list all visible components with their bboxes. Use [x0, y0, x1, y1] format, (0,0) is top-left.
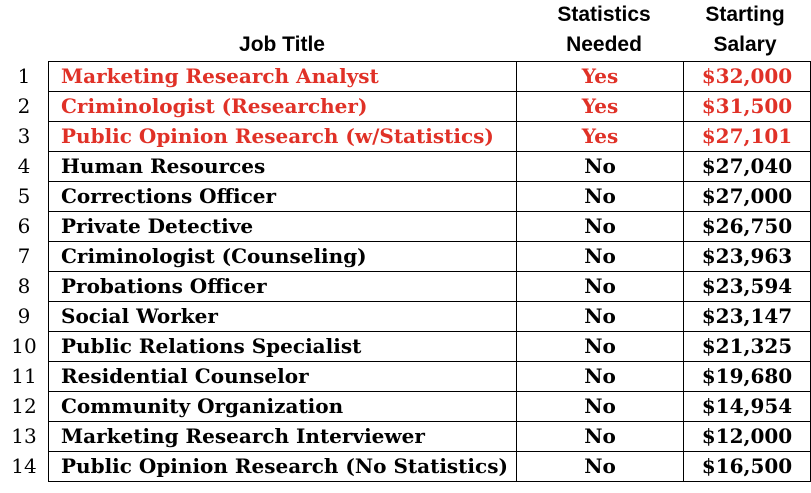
row-number: 11: [11, 364, 37, 388]
job-title-cell: Criminologist (Counseling): [49, 242, 517, 272]
statistics-needed-cell: No: [517, 332, 684, 362]
job-title-cell: Marketing Research Analyst: [49, 62, 517, 92]
job-title-cell: Public Relations Specialist: [49, 332, 517, 362]
row-number: 8: [17, 274, 31, 298]
statistics-needed-cell: No: [517, 392, 684, 422]
starting-salary-cell: $27,040: [684, 152, 811, 182]
row-number: 13: [11, 424, 37, 448]
statistics-needed-cell: No: [517, 422, 684, 452]
row-number: 6: [17, 214, 31, 238]
header-statistics-needed: [526, 0, 682, 60]
row-number: 1: [17, 64, 31, 88]
table-row: [0, 242, 811, 272]
header-salary-line-1: Starting: [705, 3, 785, 26]
starting-salary-cell: $32,000: [684, 62, 811, 92]
statistics-needed-cell: No: [517, 152, 684, 182]
row-number: 3: [17, 124, 31, 148]
row-number: 14: [11, 454, 37, 478]
statistics-needed-cell: No: [517, 302, 684, 332]
row-number: 5: [17, 184, 31, 208]
statistics-needed-cell: No: [517, 242, 684, 272]
table-row: [0, 92, 811, 122]
header-statistics-line-2: Needed: [566, 33, 642, 56]
row-number: 10: [11, 334, 37, 358]
row-number: 2: [17, 94, 31, 118]
job-title-cell: Criminologist (Researcher): [49, 92, 517, 122]
statistics-needed-cell: Yes: [517, 122, 684, 152]
header-job-title-label: Job Title: [239, 33, 325, 56]
starting-salary-cell: $26,750: [684, 212, 811, 242]
row-number: 12: [11, 394, 37, 418]
starting-salary-cell: $23,963: [684, 242, 811, 272]
starting-salary-cell: $23,147: [684, 302, 811, 332]
starting-salary-cell: $14,954: [684, 392, 811, 422]
statistics-needed-cell: Yes: [517, 92, 684, 122]
table-row: [0, 62, 811, 92]
job-title-cell: Public Opinion Research (No Statistics): [49, 452, 517, 482]
row-number: 4: [17, 154, 31, 178]
job-title-cell: Human Resources: [49, 152, 517, 182]
job-title-cell: Residential Counselor: [49, 362, 517, 392]
starting-salary-cell: $31,500: [684, 92, 811, 122]
table-row: [0, 362, 811, 392]
statistics-needed-cell: No: [517, 452, 684, 482]
starting-salary-cell: $16,500: [684, 452, 811, 482]
header-statistics-line-1: Statistics: [557, 3, 651, 26]
starting-salary-cell: $23,594: [684, 272, 811, 302]
job-title-cell: Social Worker: [49, 302, 517, 332]
job-title-cell: Community Organization: [49, 392, 517, 422]
statistics-needed-cell: Yes: [517, 62, 684, 92]
header-starting-salary: [682, 0, 808, 60]
job-title-cell: Public Opinion Research (w/Statistics): [49, 122, 517, 152]
starting-salary-cell: $19,680: [684, 362, 811, 392]
table-row: [0, 422, 811, 452]
row-number: 7: [17, 244, 31, 268]
starting-salary-cell: $27,101: [684, 122, 811, 152]
statistics-needed-cell: No: [517, 212, 684, 242]
statistics-needed-cell: No: [517, 182, 684, 212]
statistics-needed-cell: No: [517, 272, 684, 302]
statistics-needed-cell: No: [517, 362, 684, 392]
table-row: [0, 152, 811, 182]
table-row: [0, 272, 811, 302]
table-row: [0, 392, 811, 422]
job-title-cell: Marketing Research Interviewer: [49, 422, 517, 452]
starting-salary-cell: $12,000: [684, 422, 811, 452]
jobs-table-body: [0, 62, 811, 482]
job-title-cell: Probations Officer: [49, 272, 517, 302]
jobs-table: [0, 61, 811, 482]
starting-salary-cell: $27,000: [684, 182, 811, 212]
header-job-title: [48, 30, 516, 60]
table-row: [0, 332, 811, 362]
table-row: [0, 122, 811, 152]
table-row: [0, 182, 811, 212]
starting-salary-cell: $21,325: [684, 332, 811, 362]
job-title-cell: Corrections Officer: [49, 182, 517, 212]
table-row: [0, 302, 811, 332]
header-salary-line-2: Salary: [713, 33, 777, 56]
job-title-cell: Private Detective: [49, 212, 517, 242]
table-row: [0, 212, 811, 242]
table-row: [0, 452, 811, 482]
row-number: 9: [17, 304, 31, 328]
